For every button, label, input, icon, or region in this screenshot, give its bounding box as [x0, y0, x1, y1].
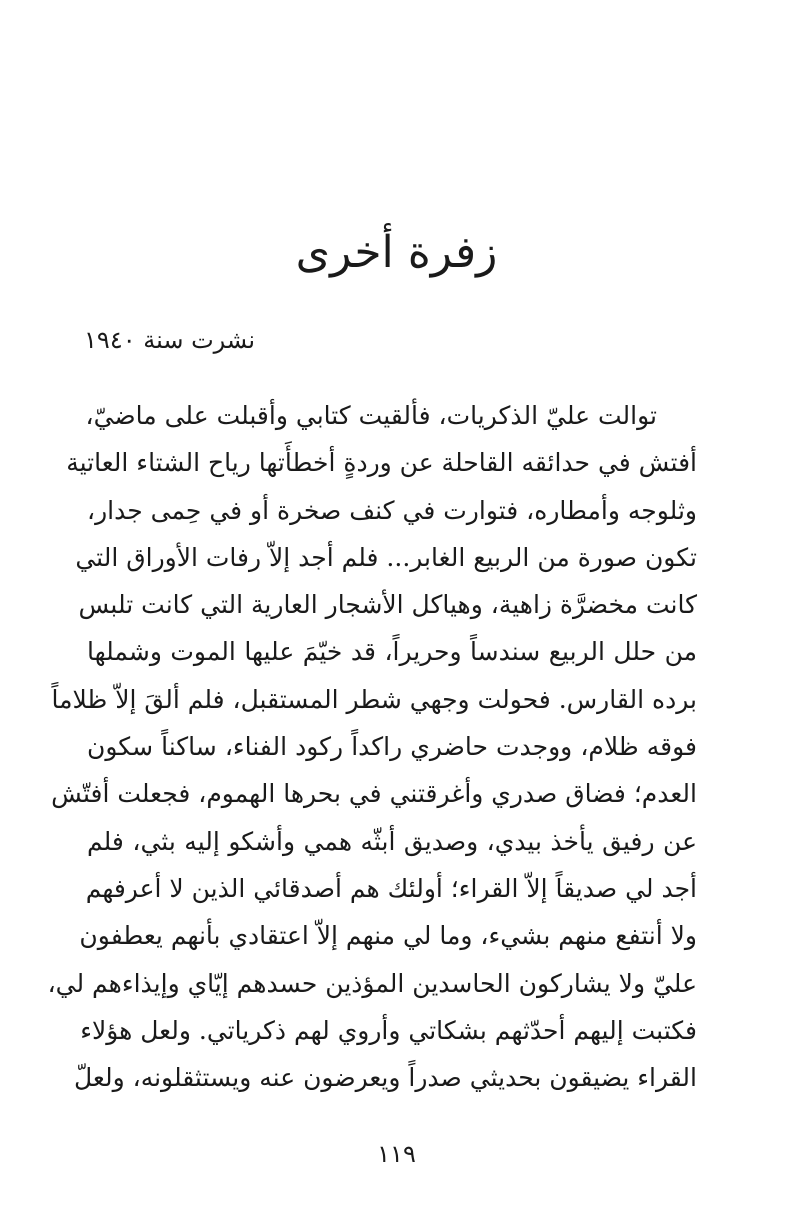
text-line: أجد لي صديقاً إلاّ القراء؛ أولئك هم أصدقائي الذين لا أعرفهم: [85, 873, 697, 903]
body-text: [47, 392, 697, 1101]
text-line: القراء يضيقون بحديثي صدراً ويعرضون عنه ويستثقلونه، ولعلّ: [74, 1063, 697, 1093]
text-line: من حلل الربيع سندساً وحريراً، قد خيّمَ عليها الموت وشملها: [87, 637, 697, 667]
page-number: ١١٩: [377, 1140, 416, 1168]
text-line: كانت مخضرَّة زاهية، وهياكل الأشجار العارية التي كانت تلبس: [78, 590, 697, 620]
text-line: برده القارس. فحولت وجهي شطر المستقبل، فلم ألقَ إلاّ ظلاماً: [51, 684, 697, 714]
text-line: عليّ ولا يشاركون الحاسدين المؤذين حسدهم إيّاي وإيذاءهم لي،: [47, 968, 697, 998]
text-line: فكتبت إليهم أحدّثهم بشكاتي وأروي لهم ذكرياتي. ولعل هؤلاء: [80, 1015, 697, 1045]
text-line: تكون صورة من الربيع الغابر... فلم أجد إلاّ رفات الأوراق التي: [75, 542, 697, 572]
text-line: عن رفيق يأخذ بيدي، وصديق أبثّه همي وأشكو إليه بثي، فلم: [87, 826, 697, 856]
text-line: ولا أنتفع منهم بشيء، وما لي منهم إلاّ اعتقادي بأنهم يعطفون: [79, 921, 697, 951]
text-line: أفتش في حدائقه القاحلة عن وردةٍ أخطأَتها رياح الشتاء العاتية: [66, 448, 697, 478]
text-line: فوقه ظلام، ووجدت حاضري راكداً ركود الفناء، ساكناً سكون: [87, 732, 697, 762]
text-line: وثلوجه وأمطاره، فتوارت في كنف صخرة أو في حِمى جدار،: [87, 495, 697, 525]
chapter-title: زفرة أخرى: [295, 227, 498, 278]
text-line: توالت عليّ الذكريات، فألقيت كتابي وأقبلت على ماضيّ،: [85, 401, 657, 430]
text-line: العدم؛ فضاق صدري وأغرقتني في بحرها الهموم، فجعلت أفتّش: [51, 779, 697, 809]
publication-note: نشرت سنة ١٩٤٠: [84, 326, 255, 354]
